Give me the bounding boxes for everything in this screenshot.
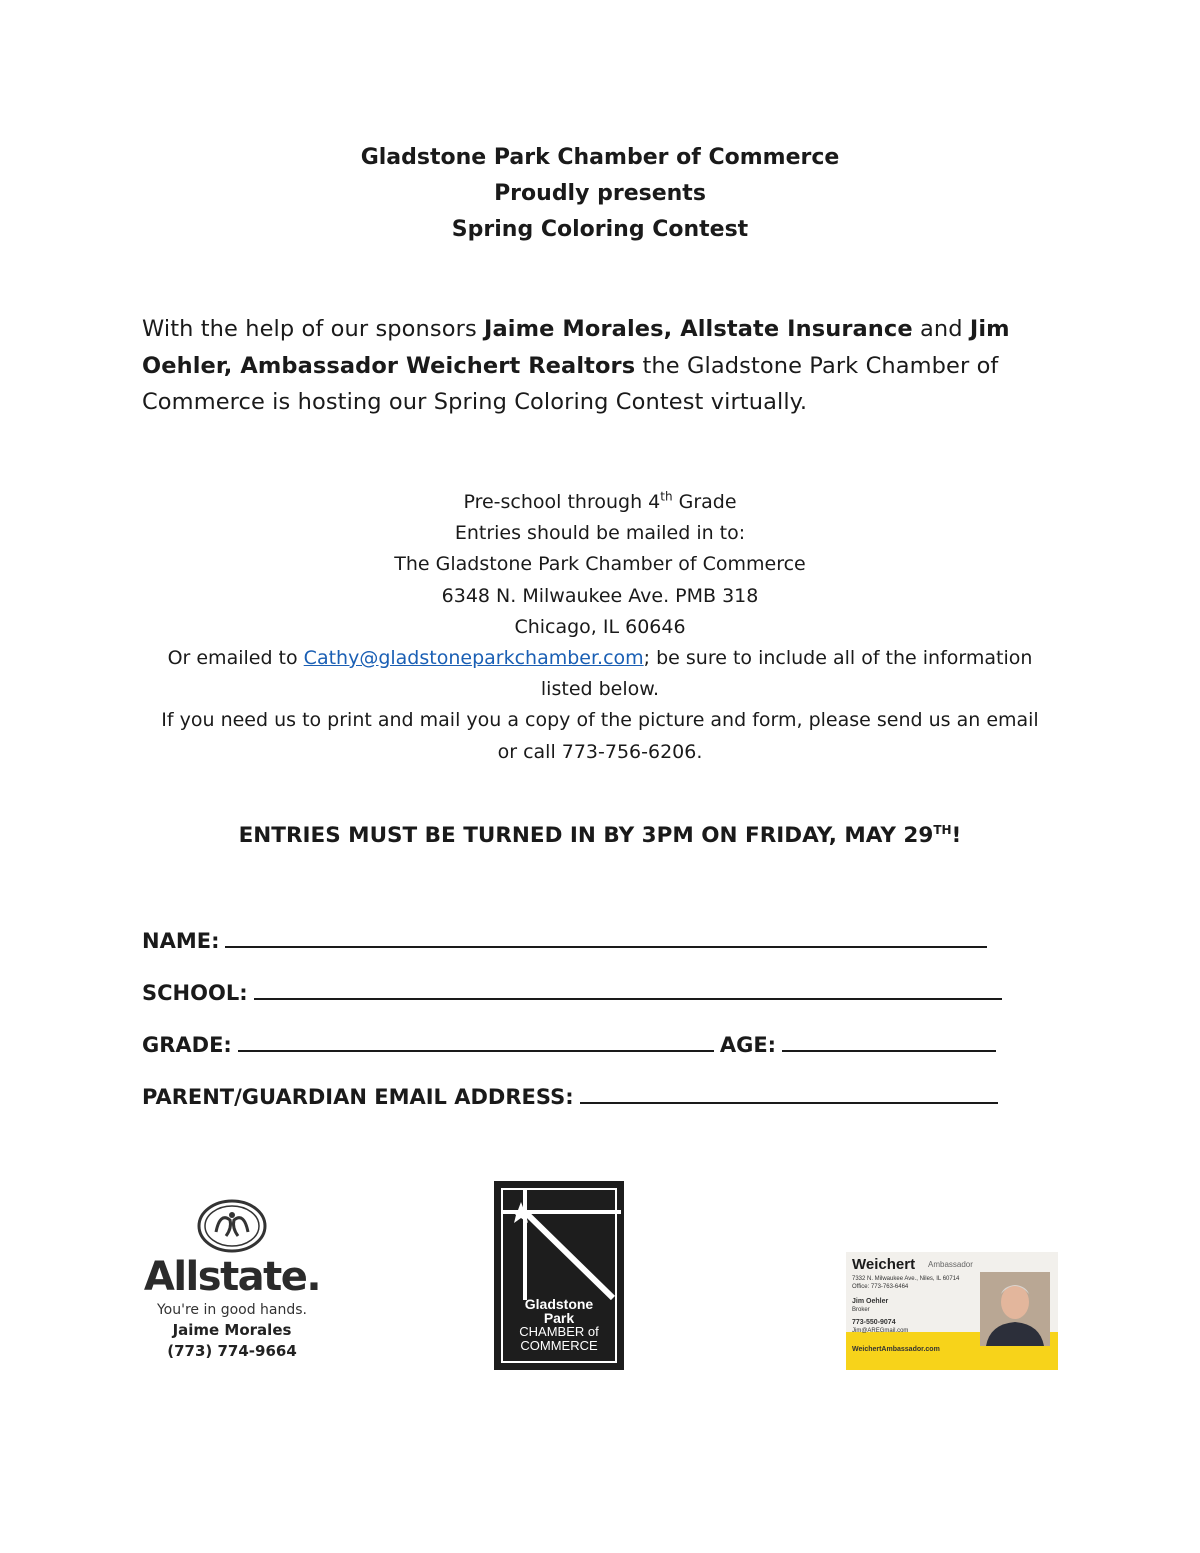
agent-photo bbox=[980, 1272, 1050, 1346]
weichert-agent-name: Jim Oehler bbox=[852, 1298, 889, 1305]
deadline-end: ! bbox=[951, 823, 962, 848]
age-label: AGE: bbox=[719, 1033, 777, 1057]
title-block bbox=[0, 140, 1200, 248]
grade-range-text: Pre-school through 4 bbox=[463, 491, 661, 513]
weichert-website: WeichertAmbassador.com bbox=[852, 1346, 940, 1353]
allstate-agent-phone: (773) 774-9664 bbox=[167, 1342, 297, 1360]
allstate-tagline: You're in good hands. bbox=[156, 1302, 307, 1318]
address-street: 6348 N. Milwaukee Ave. PMB 318 bbox=[441, 584, 759, 607]
grade-range-end: Grade bbox=[672, 491, 737, 513]
address-city: Chicago, IL 60646 bbox=[514, 615, 686, 638]
sponsor-weichert-text: Jim Oehler, Ambassador Weichert Realtors bbox=[142, 316, 1010, 379]
grade-label: GRADE: bbox=[142, 1033, 232, 1057]
deadline-sup: TH bbox=[933, 822, 952, 837]
grade-range bbox=[0, 487, 1200, 518]
print-note: If you need us to print and mail you a copy of the picture and form, please send us an email or call 773-756-6206. bbox=[161, 709, 1039, 763]
deadline-notice bbox=[0, 820, 1200, 852]
chamber-logo-line4: COMMERCE bbox=[520, 1338, 598, 1353]
organization-title: Gladstone Park Chamber of Commerce bbox=[360, 145, 840, 170]
intro-text-1: With the help of our sponsors bbox=[142, 316, 485, 342]
mail-intro: Entries should be mailed in to: bbox=[454, 522, 746, 545]
guardian-email-label: PARENT/GUARDIAN EMAIL ADDRESS: bbox=[142, 1085, 574, 1109]
email-field-row bbox=[142, 1082, 998, 1112]
deadline-text: ENTRIES MUST BE TURNED IN BY 3PM ON FRIDAY, MAY 29 bbox=[238, 823, 934, 848]
chamber-star-icon bbox=[503, 1190, 621, 1300]
chamber-logo-line1: Gladstone bbox=[524, 1296, 594, 1312]
address-name: The Gladstone Park Chamber of Commerce bbox=[394, 553, 806, 576]
age-blank-line[interactable] bbox=[782, 1030, 996, 1052]
grade-sup: th bbox=[660, 489, 673, 504]
weichert-email: Jim@AREGmail.com bbox=[852, 1328, 909, 1334]
grade-age-row bbox=[142, 1030, 996, 1060]
email-post-text: ; be sure to include all of the information listed below. bbox=[540, 647, 1033, 701]
intro-text-3: the Gladstone Park Chamber of Commerce is hosting our Spring Coloring Contest virtually. bbox=[142, 352, 999, 415]
chamber-logo-line3: CHAMBER of bbox=[519, 1324, 599, 1339]
grade-blank-line[interactable] bbox=[238, 1030, 714, 1052]
school-field-row bbox=[142, 978, 1002, 1008]
contest-title: Spring Coloring Contest bbox=[451, 217, 749, 242]
email-pre-text: Or emailed to bbox=[167, 647, 304, 670]
chamber-logo-frame bbox=[501, 1188, 617, 1363]
allstate-logo bbox=[142, 1198, 322, 1362]
weichert-brand: Weichert bbox=[852, 1256, 916, 1273]
name-blank-line[interactable] bbox=[225, 926, 987, 948]
name-field-row bbox=[142, 926, 987, 956]
contact-email-link[interactable]: Cathy@gladstoneparkchamber.com bbox=[303, 647, 644, 670]
intro-text-2: and bbox=[912, 316, 970, 342]
agent-portrait-icon bbox=[980, 1272, 1050, 1346]
email-line bbox=[150, 643, 1050, 705]
weichert-ambassador: Ambassador bbox=[928, 1260, 973, 1269]
sponsor-allstate-text: Jaime Morales, Allstate Insurance bbox=[484, 316, 913, 342]
school-label: SCHOOL: bbox=[142, 981, 248, 1005]
weichert-business-card bbox=[846, 1252, 1058, 1370]
allstate-agent-name: Jaime Morales bbox=[172, 1321, 292, 1339]
weichert-agent-title: Broker bbox=[852, 1307, 870, 1313]
intro-paragraph bbox=[142, 311, 1062, 421]
presents-line: Proudly presents bbox=[494, 181, 706, 206]
allstate-hands-icon bbox=[196, 1198, 268, 1254]
school-blank-line[interactable] bbox=[254, 978, 1002, 1000]
allstate-brand: Allstate. bbox=[143, 1254, 321, 1300]
chamber-logo bbox=[494, 1181, 624, 1370]
weichert-phone: 773-550-9074 bbox=[852, 1319, 896, 1326]
email-blank-line[interactable] bbox=[580, 1082, 998, 1104]
weichert-office: Office: 773-763-6464 bbox=[852, 1284, 909, 1290]
weichert-address: 7332 N. Milwaukee Ave., Niles, IL 60714 bbox=[852, 1276, 960, 1282]
chamber-logo-text bbox=[503, 1297, 615, 1353]
name-label: NAME: bbox=[142, 929, 220, 953]
chamber-logo-line2: Park bbox=[543, 1310, 575, 1326]
info-block bbox=[0, 487, 1200, 768]
